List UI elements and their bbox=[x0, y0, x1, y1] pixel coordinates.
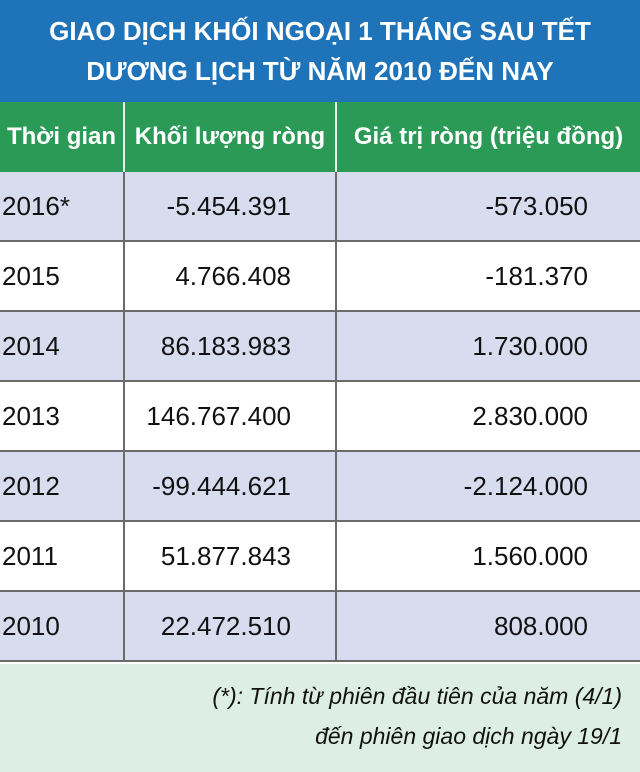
cell-year: 2016* bbox=[0, 172, 124, 241]
cell-net-volume: 51.877.843 bbox=[124, 521, 336, 591]
cell-year: 2011 bbox=[0, 521, 124, 591]
cell-net-volume: -99.444.621 bbox=[124, 451, 336, 521]
table-body bbox=[0, 172, 640, 661]
table-row bbox=[0, 451, 640, 521]
cell-net-value: -2.124.000 bbox=[336, 451, 640, 521]
cell-net-value: 1.730.000 bbox=[336, 311, 640, 381]
table-row bbox=[0, 172, 640, 241]
cell-year: 2010 bbox=[0, 591, 124, 661]
footnote-line-2: đến phiên giao dịch ngày 19/1 bbox=[315, 723, 622, 749]
data-table bbox=[0, 102, 640, 662]
cell-net-volume: 86.183.983 bbox=[124, 311, 336, 381]
header-time: Thời gian bbox=[0, 102, 124, 172]
cell-net-value: -573.050 bbox=[336, 172, 640, 241]
chart-title-line-2: DƯƠNG LỊCH TỪ NĂM 2010 ĐẾN NAY bbox=[86, 56, 554, 86]
header-net-volume: Khối lượng ròng bbox=[124, 102, 336, 172]
table-row bbox=[0, 591, 640, 661]
table-row bbox=[0, 521, 640, 591]
cell-year: 2015 bbox=[0, 241, 124, 311]
cell-net-value: 808.000 bbox=[336, 591, 640, 661]
cell-year: 2012 bbox=[0, 451, 124, 521]
cell-net-volume: 146.767.400 bbox=[124, 381, 336, 451]
cell-net-volume: 4.766.408 bbox=[124, 241, 336, 311]
chart-title-line-1: GIAO DỊCH KHỐI NGOẠI 1 THÁNG SAU TẾT bbox=[49, 16, 591, 46]
footnote bbox=[0, 664, 640, 772]
table-row bbox=[0, 381, 640, 451]
cell-year: 2013 bbox=[0, 381, 124, 451]
header-net-value: Giá trị ròng (triệu đồng) bbox=[336, 102, 640, 172]
table-row bbox=[0, 241, 640, 311]
cell-net-value: -181.370 bbox=[336, 241, 640, 311]
header-row bbox=[0, 102, 640, 172]
cell-year: 2014 bbox=[0, 311, 124, 381]
footnote-line-1: (*): Tính từ phiên đầu tiên của năm (4/1) bbox=[212, 683, 622, 709]
cell-net-volume: -5.454.391 bbox=[124, 172, 336, 241]
cell-net-value: 2.830.000 bbox=[336, 381, 640, 451]
table-row bbox=[0, 311, 640, 381]
chart-title bbox=[0, 0, 640, 102]
cell-net-value: 1.560.000 bbox=[336, 521, 640, 591]
cell-net-volume: 22.472.510 bbox=[124, 591, 336, 661]
